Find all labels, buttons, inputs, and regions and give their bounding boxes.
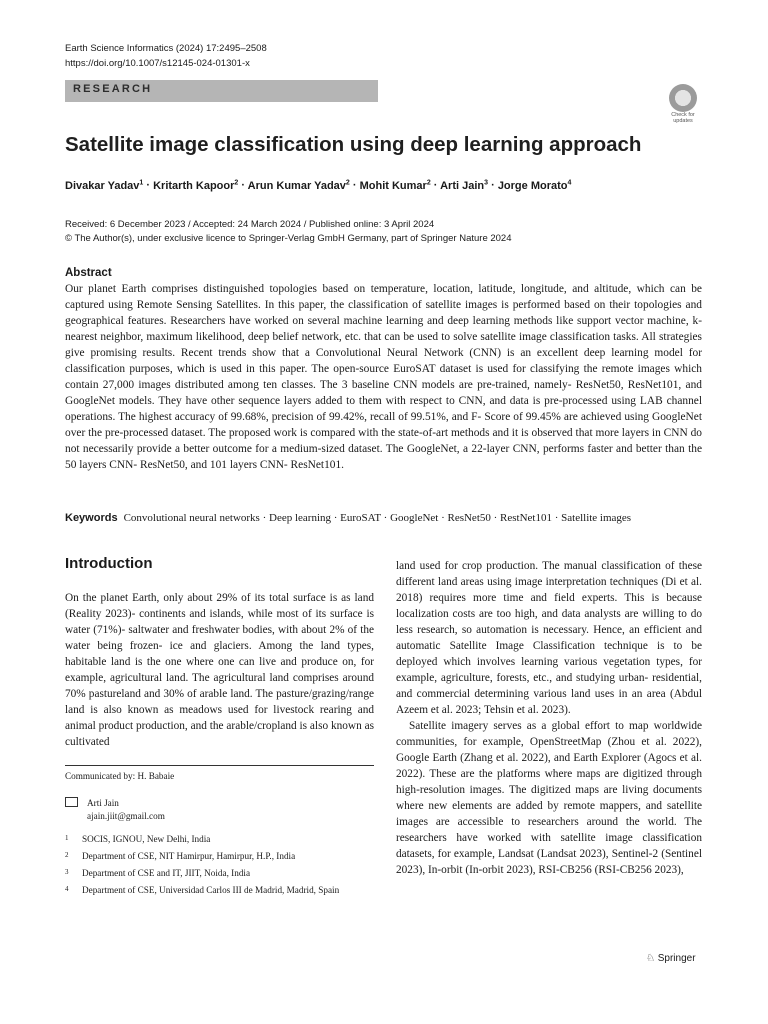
- publisher-logo: [646, 953, 696, 964]
- intro-paragraph: Satellite imagery serves as a global effort to map worldwide communities, for example, OpenStreetMap (Zhou et al. 2022), Google Earth (Zhang et al. 2022), and Earth Explorer (Agocs et al. 2022). These are the platforms where maps are digitized through high-resolution images. The digitized maps are living documents where new elements are added by remote mappers, and satellite images are accessible to researchers around the world. The researchers have worked with satellite image classification datasets, for example, Landsat (Landsat 2023), Sentinel-2 (Sentinel 2023), In-orbit (In-orbit 2023), RSI-CB256 (RSI-CB256 2023),: [396, 720, 702, 876]
- affiliations: [65, 833, 374, 901]
- section-banner: [65, 80, 378, 102]
- author[interactable]: Divakar Yadav$^1$: [65, 179, 144, 192]
- corresponding-author: [65, 797, 165, 823]
- author[interactable]: Jorge Morato$^4$: [497, 179, 572, 192]
- contact-name: Arti Jain: [87, 798, 119, 808]
- publisher-name: Springer: [657, 953, 696, 964]
- dates-line: Received: 6 December 2023 / Accepted: 24 March 2024 / Published online: 3 April 2024: [65, 219, 435, 230]
- affiliation: 1 SOCIS, IGNOU, New Delhi, India: [65, 834, 211, 844]
- envelope-icon: [65, 797, 78, 807]
- journal-header: [65, 41, 267, 71]
- author[interactable]: Kritarth Kapoor$^2$: [153, 179, 239, 192]
- introduction-heading: Introduction: [65, 555, 153, 572]
- right-column: [396, 558, 702, 878]
- affiliation: 2 Department of CSE, NIT Hamirpur, Hamirpur, H.P., India: [65, 851, 296, 861]
- check-for-updates-badge[interactable]: [664, 84, 702, 124]
- keywords-list: Convolutional neural networks · Deep learning · EuroSAT · GoogleNet · ResNet50 · RestNet101 · Satellite images: [123, 512, 632, 524]
- springer-horse-icon: ♘: [646, 953, 655, 964]
- author[interactable]: Arun Kumar Yadav$^2$: [247, 179, 350, 192]
- abstract-heading: Abstract: [65, 267, 112, 279]
- author[interactable]: Mohit Kumar$^2$: [359, 179, 431, 192]
- intro-paragraph: land used for crop production. The manual classification of these different land areas using image interpretation techniques (Di et al. 2018) requires more time and field experts. This is because localization costs are too high, and data analysts are willing to do less research, so automation is necessary. Hence, an efficient and automatic Satellite Image Classification technique is to be deployed which involves learning various vegetation types, for example, agriculture, forests, etc., and studying urban- residential, and commercial determining various land uses in an area (Abdul Azeem et al. 2023; Tehsin et al. 2023).: [396, 560, 702, 716]
- contact-email[interactable]: ajain.jiit@gmail.com: [87, 811, 165, 821]
- abstract-text: Our planet Earth comprises distinguished topologies based on temperature, location, latitude, longitude, and altitude, which can be captured using Remote Sensing Satellites. In this paper, the classification of satellite images is performed based on their topologies and geographical features. Researchers have worked on several machine learning and deep learning methods like support vector machine, k-nearest neighbor, maximum likelihood, deep belief network, etc. that can be used to solve satellite image classification tasks. All strategies give promising results. Recent trends show that a Convolutional Neural Network (CNN) is an excellent deep learning model for classification purposes, which is used in this paper. The open-source EuroSAT dataset is used for classifying the remote images which contain 27,000 images distributed among ten classes. The 3 baseline CNN models are pre-trained, namely- ResNet50, ResNet101, and GoogleNet models. They have other sequence layers added to them with respect to CNN, and data is pre-processed using LAB channel operations. The highest accuracy of 99.68%, precision of 99.42%, recall of 99.51%, and F- Score of 99.45% are achieved using GoogleNet over the pre-processed dataset. The proposed work is compared with the state-of-art methods and it is observed that more layers in CNN do not necessarily provide a better outcome for a medium-sized dataset. The GoogleNet, a 22-layer CNN, performs faster and better than the 50 layers CNN- ResNet50, and 101 layers CNN- ResNet101.: [65, 283, 702, 471]
- communicated-by: Communicated by: H. Babaie: [65, 771, 175, 781]
- doi-link[interactable]: https://doi.org/10.1007/s12145-024-01301-x: [65, 58, 250, 69]
- affiliation: 3 Department of CSE and IT, JIIT, Noida, India: [65, 868, 251, 878]
- copyright-line: © The Author(s), under exclusive licence to Springer-Verlag GmbH Germany, part of Springer Nature 2024: [65, 233, 512, 244]
- article-title: Satellite image classification using deep learning approach: [65, 133, 642, 156]
- author[interactable]: Arti Jain$^3$: [440, 179, 489, 192]
- author-list: Divakar Yadav$^1$ · Kritarth Kapoor$^2$ · Arun Kumar Yadav$^2$ · Mohit Kumar$^2$ · Arti Jain$^3$ · Jorge Morato$^4$: [65, 179, 572, 192]
- section-label: RESEARCH: [73, 83, 153, 95]
- journal-citation: Earth Science Informatics (2024) 17:2495–2508: [65, 43, 267, 54]
- publication-history: [65, 218, 512, 246]
- keywords-label: Keywords: [65, 512, 118, 524]
- intro-paragraph: On the planet Earth, only about 29% of its total surface is as land (Reality 2023)- continents and islands, while most of its surface is water (71%)- saltwater and freshwater bodies, with about 2% of the water being frozen- ice and glaciers. Among the land types, habitable land is the one where one can live and produce on, for example, agricultural land. The agricultural land comprises around 70% pastureland and 30% of arable land. The pasture/grazing/range land is also known as meadows used for livestock rearing and animal product production, and the arable/cropland is also known as cultivated: [65, 592, 374, 748]
- check-updates-label: Check for updates: [671, 112, 695, 124]
- check-updates-icon: [669, 84, 697, 112]
- left-column: [65, 590, 374, 750]
- footnote-divider: [65, 765, 374, 766]
- affiliation: 4 Department of CSE, Universidad Carlos III de Madrid, Madrid, Spain: [65, 885, 340, 895]
- keywords: [65, 512, 631, 524]
